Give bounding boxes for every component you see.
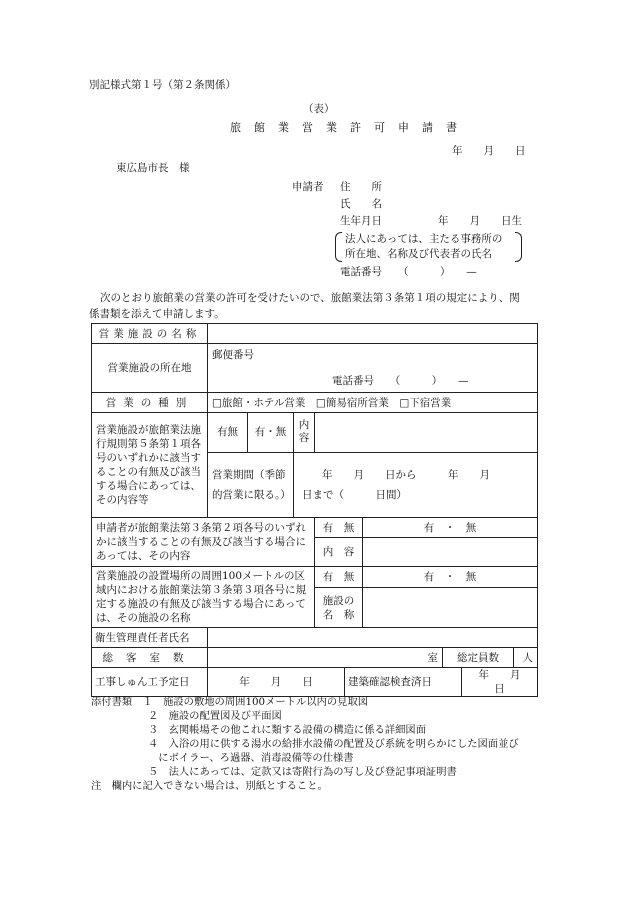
row-rule5-a [92, 413, 538, 453]
phone-value[interactable]: （ ） — [398, 266, 477, 278]
corp-note-line1: 法人にあっては、主たる事務所の [345, 233, 503, 245]
rooms-label: 総客室数 [92, 648, 208, 668]
rule5-content-label: 内容 [294, 413, 315, 453]
rule5-content-input[interactable] [315, 413, 538, 453]
cond-yesno-label: 有 無 [315, 518, 363, 538]
birth-label: 生年月日 [340, 215, 382, 227]
application-table [91, 323, 542, 697]
row-hygiene [92, 628, 538, 648]
capacity-label: 総定員数 [443, 648, 514, 668]
side-label: （表） [303, 103, 335, 115]
completion-date[interactable]: 年 月 日 [208, 668, 345, 697]
period-to: 日まで（ 日間） [302, 488, 407, 501]
location-input[interactable] [208, 344, 538, 393]
rule5-yesno-label: 有無 [208, 413, 248, 453]
row-type [92, 393, 538, 413]
bracket-left [335, 232, 342, 262]
attachments-head: 添付書類 [91, 696, 133, 708]
row-dates [92, 668, 538, 697]
phone-label: 電話番号 [340, 266, 382, 278]
attachment-5: ５ 法人にあっては、定款又は寄附行為の写し及び登記事項証明書 [148, 766, 457, 778]
row-area-a [92, 567, 538, 588]
application-date[interactable]: 年 月 日 [452, 145, 526, 157]
intro-line1: 次のとおり旅館業の営業の許可を受けたいので、旅館業法第３条第１項の規定により、関 [100, 292, 520, 304]
row-cond-a [92, 518, 538, 538]
hygiene-label: 衛生管理責任者氏名 [92, 628, 208, 648]
area-facility-names-label: 施設の名 称 [315, 588, 363, 628]
type-options[interactable]: □旅館・ホテル営業 □簡易宿所営業 □下宿営業 [208, 393, 538, 413]
form-number: 別記様式第１号（第２条関係） [89, 79, 236, 91]
area-yesno-label: 有 無 [315, 567, 363, 588]
area-yesno-value[interactable]: 有 ・ 無 [363, 567, 538, 588]
area100-label: 営業施設の設置場所の周囲100メートルの区域内における旅館業法第３条第３項各号に規定する施設の有無及び該当する場合にあっては、その施設の名称 [92, 567, 315, 628]
row-rooms [92, 648, 538, 668]
hygiene-input[interactable] [208, 628, 538, 648]
document-title: 旅館業営業許可申請書 [230, 121, 470, 134]
corp-note-line2: 所在地、名称及び代表者の氏名 [345, 248, 492, 260]
attachment-4: ４ 入浴の用に供する湯水の給排水設備の配置及び系統を明らかにした図面並び [148, 738, 519, 750]
footnote: 注 欄内に記入できない場合は、別紙とすること。 [91, 780, 328, 792]
rooms-input[interactable] [208, 648, 443, 668]
birth-value[interactable]: 年 月 日生 [438, 215, 522, 227]
capacity-unit: 人 [522, 651, 533, 664]
attachment-3: ３ 玄関帳場その他これに類する設備の構造に係る詳細図面 [148, 724, 427, 736]
location-label: 営業施設の所在地 [92, 344, 208, 393]
cond-content-label: 内 容 [315, 538, 363, 567]
cond-yesno-value[interactable]: 有 ・ 無 [363, 518, 538, 538]
attachment-2: ２ 施設の配置図及び平面図 [148, 710, 282, 722]
period-from: 年 月 日から 年 月 [322, 468, 490, 481]
applicant-role: 申請者 [292, 181, 324, 193]
rule5-yesno-value[interactable]: 有・無 [248, 413, 294, 453]
intro-line2: 係書類を添えて申請します。 [89, 308, 225, 320]
capacity-input[interactable] [514, 648, 538, 668]
address-label: 住 所 [340, 181, 382, 193]
area-facility-names-input[interactable] [363, 588, 538, 628]
bracket-right [515, 232, 522, 262]
rule5-label: 営業施設が旅館業法施行規則第５条第１項各号のいずれかに該当することの有無及び該当する場合にあっては、その内容等 [92, 413, 208, 518]
attachments [91, 695, 519, 793]
addressee: 東広島市長 様 [116, 162, 190, 174]
inspection-label: 建築確認検査済日 [345, 668, 462, 697]
name-label: 氏 名 [340, 198, 382, 210]
rooms-unit: 室 [427, 651, 438, 664]
type-label: 営業の種別 [92, 393, 208, 413]
location-phone-label: 電話番号 [332, 375, 374, 387]
facility-name-input[interactable] [208, 324, 538, 344]
period-input[interactable] [294, 452, 538, 517]
attachment-1: １ 施設の敷地の周囲100メートル以内の見取図 [142, 696, 369, 708]
location-phone-value[interactable]: （ ） — [395, 375, 469, 387]
completion-label: 工事しゅん工予定日 [92, 668, 208, 697]
applicant-cond-label: 申請者が旅館業法第３条第２項各号のいずれかに該当することの有無及び該当する場合にあっては、その内容 [92, 518, 315, 567]
facility-name-label: 営業施設の名称 [92, 324, 208, 344]
attachment-4-cont: にボイラー、ろ過器、消毒設備等の仕様書 [148, 752, 354, 764]
row-location [92, 344, 538, 393]
postal-label: 郵便番号 [212, 349, 254, 361]
period-label: 営業期間（季節的営業に限る。） [208, 452, 294, 517]
cond-content-input[interactable] [363, 538, 538, 567]
inspection-date[interactable]: 年 月 日 [462, 668, 538, 697]
row-facility-name [92, 324, 538, 344]
